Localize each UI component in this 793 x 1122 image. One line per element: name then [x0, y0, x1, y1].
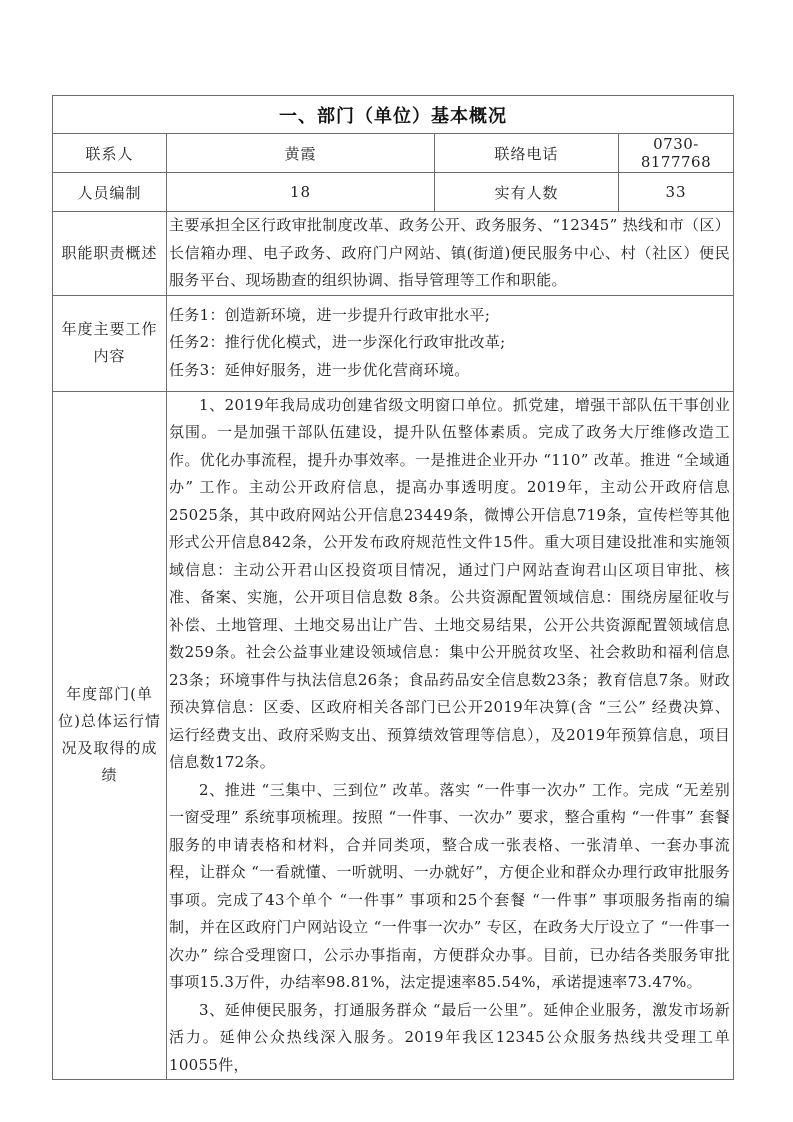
section-title: 一、部门（单位）基本概况 [53, 96, 734, 134]
tasks-list [167, 295, 734, 391]
quota-value: 18 [167, 173, 435, 212]
performance-paragraph: 2、推进 “三集中、三到位” 改革。落实 “一件事一次办” 工作。完成 “无差别一窗受理” 系统事项梳理。按照 “一件事、一次办” 要求，整合重构 “一件事” 套餐服务的申请表格和材料，合并同类项，整合成一张表格、一张清单、一套办事流程，让群众 “一看就懂、一听就明、一办就好”，方便企业和群众办理行政审批服务事项。完成了43个单个 “一件事” 事项和25个套餐 “一件事” 事项服务指南的编制，并在区政府门户网站设立 “一件事一次办” 专区，在政务大厅设立了 “一件事一次办” 综合受理窗口，公示办事指南，方便群众办事。目前，已办结各类服务审批事项15.3万件，办结率98.81%，法定提速率85.54%，承诺提速率73.47%。 [169, 780, 730, 991]
actual-label: 实有人数 [435, 173, 619, 212]
contact-label: 联系人 [53, 134, 167, 173]
duties-row [53, 212, 734, 296]
task-item: 任务2：推行优化模式，进一步深化行政审批改革; [169, 333, 506, 352]
title-row [53, 96, 734, 134]
performance-paragraph: 1、2019年我局成功创建省级文明窗口单位。抓党建，增强干部队伍干事创业氛围。一是加强干部队伍建设，提升队伍整体素质。完成了政务大厅维修改造工作。优化办事流程，提升办事效率。一是推进企业开办 “110” 改革。推进 “全域通办” 工作。主动公开政府信息，提高办事透明度。2019年，主动公开政府信息25025条，其中政府网站公开信息23449条，微博公开信息719条，宣传栏等其他形式公开信息842条，公开发布政府规范性文件15件。重大项目建设批准和实施领域信息：主动公开君山区投资项目情况，通过门户网站查询君山区项目审批、核准、备案、实施，公开项目信息数 8条。公共资源配置领域信息：围绕房屋征收与补偿、土地管理、土地交易出让广告、土地交易结果，公开公共资源配置领域信息数259条。社会公益事业建设领域信息：集中公开脱贫攻坚、社会救助和福利信息23条；环境事件与执法信息26条；食品药品安全信息数23条；教育信息7条。财政预决算信息：区委、区政府相关各部门已公开2019年决算(含 “三公” 经费决算、运行经费支出、政府采购支出、预算绩效管理等信息），及2019年预算信息，项目信息数172条。 [169, 395, 730, 771]
performance-row [53, 391, 734, 1080]
actual-value: 33 [619, 173, 734, 212]
duties-text: 主要承担全区行政审批制度改革、政务公开、政务服务、“12345” 热线和市（区）长信箱办理、电子政务、政府门户网站、镇(街道)便民服务中心、村（社区）便民服务平台、现场勘查的组织协调、指导管理等工作和职能。 [167, 212, 734, 296]
quota-label: 人员编制 [53, 173, 167, 212]
contact-row [53, 134, 734, 173]
performance-paragraph: 3、延伸便民服务，打通服务群众 “最后一公里”。延伸企业服务，激发市场新活力。延伸公众热线深入服务。2019年我区12345公众服务热线共受理工单10055件， [169, 1000, 730, 1074]
performance-text [167, 391, 734, 1080]
task-item: 任务3：延伸好服务，进一步优化营商环境。 [169, 360, 470, 379]
duties-label: 职能职责概述 [53, 212, 167, 296]
staff-row [53, 173, 734, 212]
contact-value: 黄霞 [167, 134, 435, 173]
tasks-label: 年度主要工作内容 [53, 295, 167, 391]
department-overview-table [52, 95, 734, 1080]
document-page [52, 95, 733, 1080]
phone-value: 0730-8177768 [619, 134, 734, 173]
task-item: 任务1：创造新环境，进一步提升行政审批水平; [169, 305, 491, 324]
phone-label: 联络电话 [435, 134, 619, 173]
tasks-row [53, 295, 734, 391]
performance-label: 年度部门(单位)总体运行情况及取得的成绩 [53, 391, 167, 1080]
